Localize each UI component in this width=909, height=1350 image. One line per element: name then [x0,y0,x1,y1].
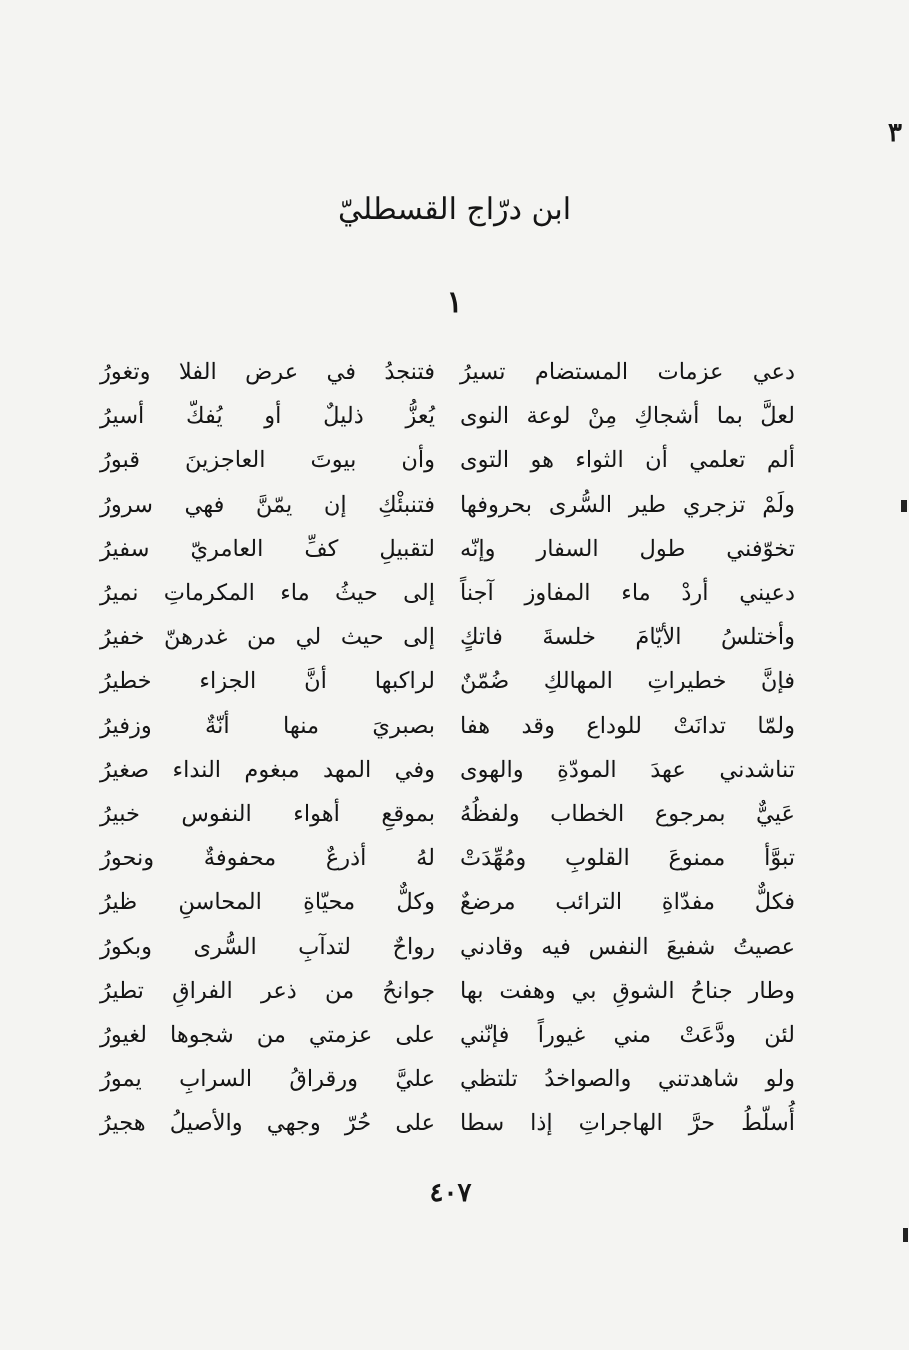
verse-first-hemistich: ولَمْ تزجري طير السُّرى بحروفها [460,491,795,518]
verse-first-hemistich: عصيتُ شفيعَ النفس فيه وقادني [460,933,795,960]
corner-mark: ٣ [888,118,902,148]
verse-row [100,792,795,836]
verse-row [100,1101,795,1145]
page-edge-mark [901,500,907,512]
verse-first-hemistich: دعيني أردْ ماء المفاوز آجناً [460,580,795,607]
verse-second-hemistich: بصبريَ منها أنّةٌ وزفيرُ [100,712,435,739]
verse-row [100,704,795,748]
verse-row [100,1013,795,1057]
verse-row [100,394,795,438]
verse-first-hemistich: ولمّا تدانَتْ للوداع وقد هفا [460,712,795,739]
verse-row [100,571,795,615]
poem-number: ١ [446,285,463,320]
page-edge-mark [903,1228,908,1242]
verse-second-hemistich: عليَّ ورقراقُ السرابِ يمورُ [100,1066,435,1093]
poem [100,350,795,1145]
verse-first-hemistich: تبوَّأ ممنوعَ القلوبِ ومُهِّدَتْ [460,845,795,872]
verse-second-hemistich: على حُرّ وجهي والأصيلُ هجيرُ [100,1110,435,1137]
verse-row [100,527,795,571]
verse-row [100,483,795,527]
verse-second-hemistich: فتنبئْكِ إن يمّنَّ فهي سرورُ [100,491,435,518]
verse-second-hemistich: جوانحُ من ذعر الفراقِ تطيرُ [100,977,435,1004]
verse-second-hemistich: لهُ أذرعٌ محفوفةٌ ونحورُ [100,845,435,872]
verse-second-hemistich: فتنجدُ في عرض الفلا وتغورُ [100,359,435,386]
page-number: ٤٠٧ [429,1178,472,1208]
verse-row [100,1057,795,1101]
verse-second-hemistich: إلى حيثُ ماء المكرماتِ نميرُ [100,580,435,607]
verse-row [100,615,795,659]
verse-row [100,438,795,482]
verse-row [100,924,795,968]
verse-first-hemistich: فكلٌّ مفدّاةِ الترائب مرضعٌ [460,889,795,916]
verse-row [100,350,795,394]
verse-second-hemistich: وأن بيوتَ العاجزينَ قبورُ [100,447,435,474]
verse-row [100,969,795,1013]
verse-first-hemistich: تخوّفني طول السفار وإنّه [460,535,795,562]
verse-first-hemistich: ولو شاهدتني والصواخدُ تلتظي [460,1066,795,1093]
verse-first-hemistich: ألم تعلمي أن الثواء هو التوى [460,447,795,474]
page-title: ابن درّاج القسطليّ [337,192,572,227]
verse-first-hemistich: وأختلسُ الأيّامَ خلسةَ فاتكٍ [460,624,795,651]
verse-row [100,836,795,880]
verse-first-hemistich: عَييٌّ بمرجوع الخطاب ولفظُهُ [460,800,795,827]
verse-second-hemistich: وكلٌّ محيّاةِ المحاسنِ ظيرُ [100,889,435,916]
verse-second-hemistich: وفي المهد مبغوم النداء صغيرُ [100,756,435,783]
verse-first-hemistich: دعي عزمات المستضام تسيرُ [460,359,795,386]
verse-row [100,659,795,703]
verse-first-hemistich: تناشدني عهدَ المودّةِ والهوى [460,756,795,783]
verse-first-hemistich: لعلَّ بما أشجاكِ مِنْ لوعة النوى [460,403,795,430]
verse-second-hemistich: بموقعِ أهواء النفوس خبيرُ [100,800,435,827]
verse-second-hemistich: رواحٌ لتدآبِ السُّرى وبكورُ [100,933,435,960]
verse-second-hemistich: إلى حيث لي من غدرهنّ خفيرُ [100,624,435,651]
verse-first-hemistich: لئن ودَّعَتْ مني غيوراً فإنّني [460,1021,795,1048]
verse-second-hemistich: يُعزُّ ذليلٌ أو يُفكّ أسيرُ [100,403,435,430]
verse-first-hemistich: وطار جناحُ الشوقِ بي وهفت بها [460,977,795,1004]
verse-second-hemistich: لتقبيلِ كفِّ العامريّ سفيرُ [100,535,435,562]
verse-first-hemistich: فإنَّ خطيراتِ المهالكِ ضُمّنٌ [460,668,795,695]
verse-second-hemistich: على عزمتي من شجوها لغيورُ [100,1021,435,1048]
verse-second-hemistich: لراكبها أنَّ الجزاء خطيرُ [100,668,435,695]
verse-row [100,748,795,792]
verse-first-hemistich: أُسلّطُ حرَّ الهاجراتِ إذا سطا [460,1110,795,1137]
verse-row [100,880,795,924]
